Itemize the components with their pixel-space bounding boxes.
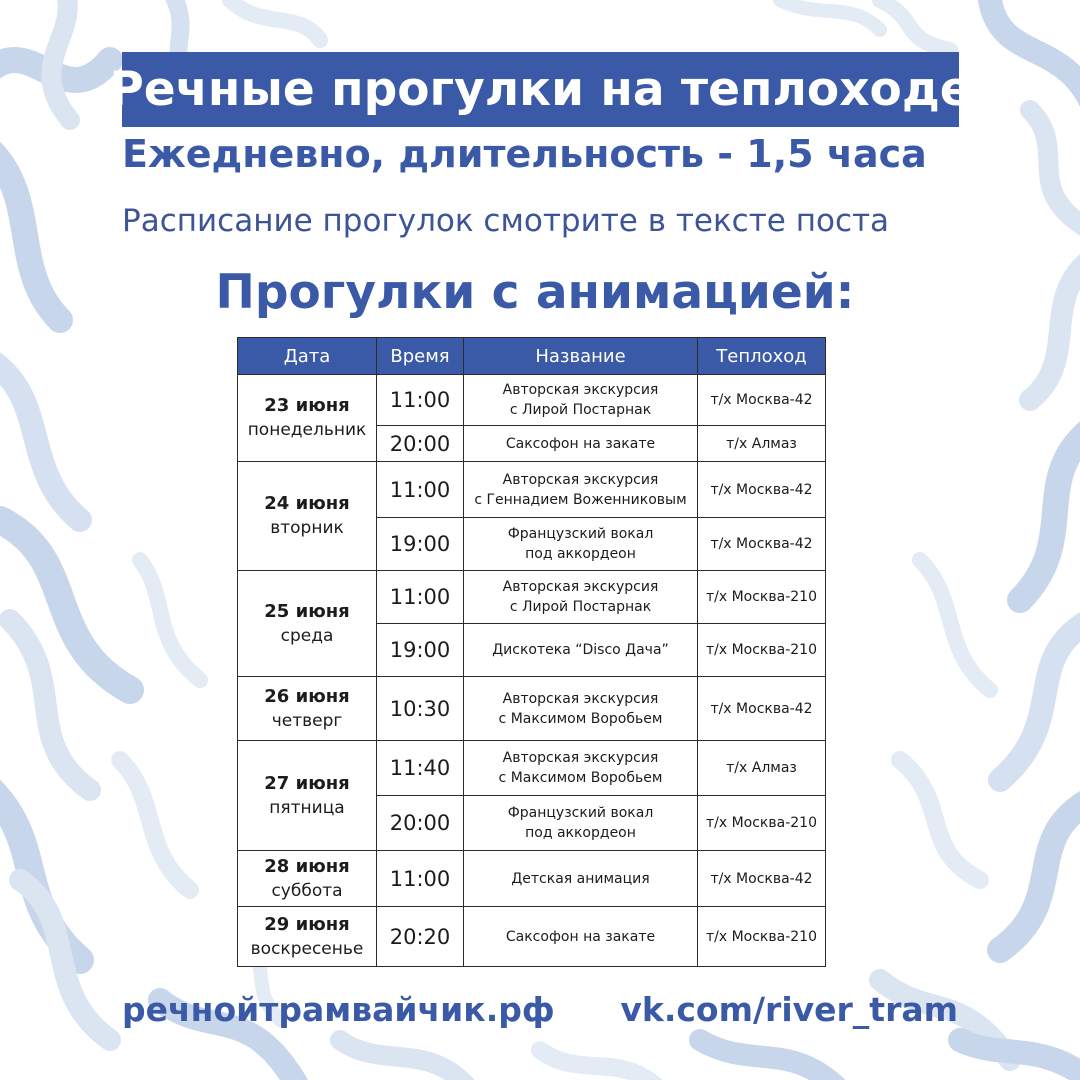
date-label: 26 июня: [264, 685, 350, 707]
date-cell: [238, 571, 377, 677]
event-name-cell: Дискотека “Disco Дача”: [464, 624, 698, 677]
date-cell: [238, 677, 377, 741]
time-cell: 11:00: [377, 462, 464, 518]
date-cell: [238, 741, 377, 851]
event-name-cell: Детская анимация: [464, 851, 698, 907]
weekday-label: понедельник: [247, 420, 367, 440]
date-cell: [238, 462, 377, 571]
table-row: [238, 571, 826, 624]
ship-cell: т/х Москва-210: [698, 907, 826, 967]
date-label: 24 июня: [264, 493, 350, 514]
weekday-label: воскресенье: [250, 938, 364, 959]
ship-cell: т/х Москва-210: [698, 571, 826, 624]
ship-cell: т/х Москва-42: [698, 462, 826, 518]
weekday-label: четверг: [271, 710, 343, 731]
time-cell: 11:40: [377, 741, 464, 796]
event-name-cell: Авторская экскурсия с Максимом Воробьем: [464, 677, 698, 741]
event-name-cell: Саксофон на закате: [464, 426, 698, 462]
time-cell: 20:20: [377, 907, 464, 967]
time-cell: 20:00: [377, 426, 464, 462]
table-row: [238, 677, 826, 741]
date-label: 25 июня: [264, 600, 350, 622]
event-name-cell: Авторская экскурсия с Геннадием Воженниковым: [464, 462, 698, 518]
weekday-label: среда: [280, 625, 334, 646]
date-label: 23 июня: [264, 395, 350, 416]
schedule-table: [237, 337, 826, 967]
schedule-note: Расписание прогулок смотрите в тексте поста: [122, 203, 890, 239]
date-label: 29 июня: [264, 913, 350, 935]
time-cell: 19:00: [377, 624, 464, 677]
date-label: 27 июня: [264, 772, 350, 794]
date-cell: [238, 907, 377, 967]
table-row: [238, 375, 826, 426]
event-name-cell: Авторская экскурсия с Лирой Постарнак: [464, 375, 698, 426]
poster-title: Речные прогулки на теплоходе: [109, 62, 972, 117]
header-name: Название: [464, 338, 698, 375]
date-cell: [238, 851, 377, 907]
time-cell: 20:00: [377, 796, 464, 851]
website-link[interactable]: речнойтрамвайчик.рф: [122, 990, 555, 1029]
ship-cell: т/х Москва-42: [698, 851, 826, 907]
vk-link[interactable]: vk.com/river_tram: [620, 990, 958, 1029]
section-title: Прогулки с анимацией:: [215, 265, 855, 320]
duration-subtitle: Ежедневно, длительность - 1,5 часа: [122, 132, 927, 176]
weekday-label: вторник: [270, 518, 344, 538]
table-header-row: [238, 338, 826, 375]
event-name-cell: Авторская экскурсия с Лирой Постарнак: [464, 571, 698, 624]
table-row: [238, 907, 826, 967]
table-row: [238, 462, 826, 518]
time-cell: 11:00: [377, 851, 464, 907]
event-name-cell: Авторская экскурсия с Максимом Воробьем: [464, 741, 698, 796]
ship-cell: т/х Алмаз: [698, 741, 826, 796]
ship-cell: т/х Москва-42: [698, 677, 826, 741]
event-name-cell: Саксофон на закате: [464, 907, 698, 967]
event-name-cell: Французский вокал под аккордеон: [464, 796, 698, 851]
weekday-label: пятница: [269, 797, 345, 818]
time-cell: 19:00: [377, 518, 464, 571]
title-banner: [109, 52, 972, 127]
header-time: Время: [377, 338, 464, 375]
time-cell: 11:00: [377, 375, 464, 426]
date-cell: [238, 375, 377, 462]
table-row: [238, 851, 826, 907]
header-date: Дата: [238, 338, 377, 375]
ship-cell: т/х Алмаз: [698, 426, 826, 462]
date-label: 28 июня: [264, 855, 350, 877]
ship-cell: т/х Москва-42: [698, 518, 826, 571]
time-cell: 11:00: [377, 571, 464, 624]
weekday-label: суббота: [271, 880, 343, 901]
header-ship: Теплоход: [698, 338, 826, 375]
event-name-cell: Французский вокал под аккордеон: [464, 518, 698, 571]
ship-cell: т/х Москва-210: [698, 796, 826, 851]
time-cell: 10:30: [377, 677, 464, 741]
ship-cell: т/х Москва-210: [698, 624, 826, 677]
table-row: [238, 741, 826, 796]
ship-cell: т/х Москва-42: [698, 375, 826, 426]
